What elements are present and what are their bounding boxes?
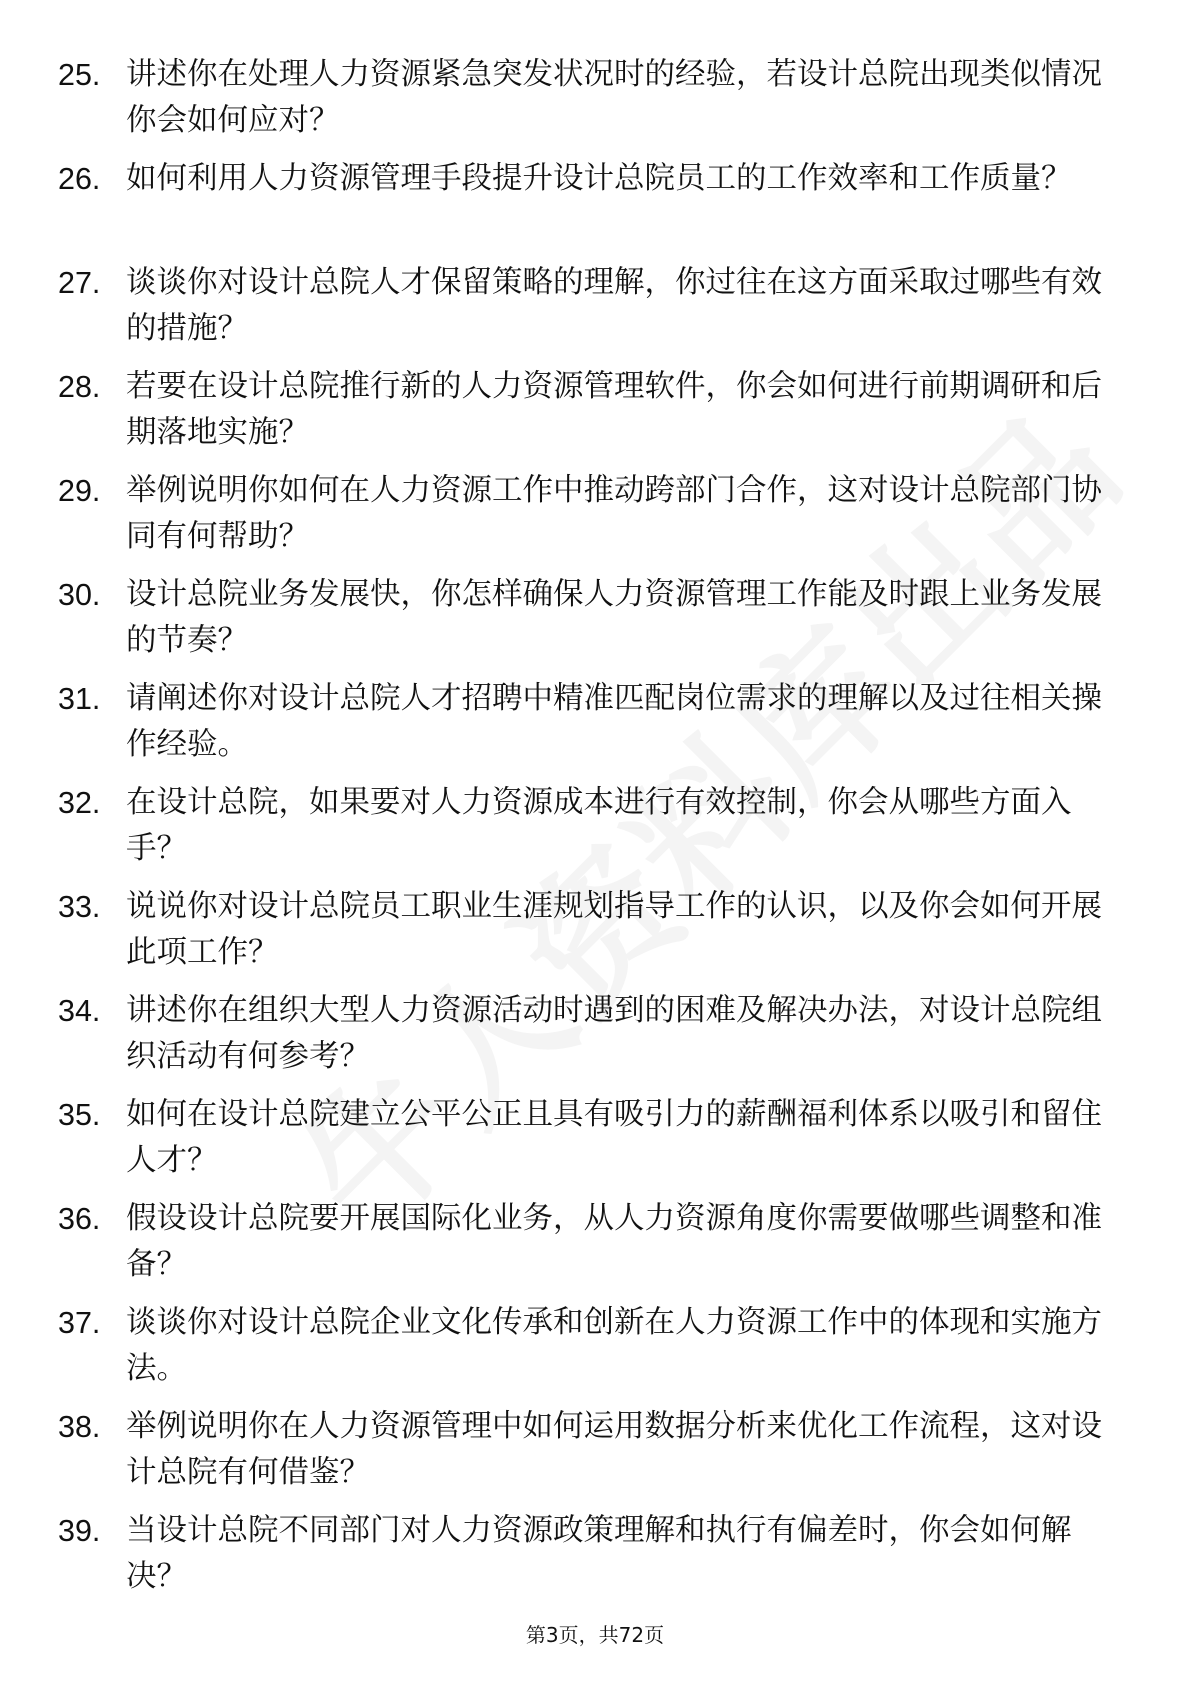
question-number: 38.: [58, 1410, 101, 1444]
question-number: 27.: [58, 266, 101, 300]
question-number: 37.: [58, 1306, 101, 1340]
question-item: [0, 468, 1190, 572]
question-text: 若要在设计总院推行新的人力资源管理软件，你会如何进行前期调研和后期落地实施？: [126, 369, 1102, 450]
question-item: [0, 1300, 1190, 1404]
question-number: 30.: [58, 578, 101, 612]
question-item: [0, 52, 1190, 156]
question-text: 谈谈你对设计总院人才保留策略的理解，你过往在这方面采取过哪些有效的措施？: [126, 265, 1102, 346]
question-number: 36.: [58, 1202, 101, 1236]
question-item: [0, 156, 1190, 260]
question-number: 28.: [58, 370, 101, 404]
question-item: [0, 1404, 1190, 1508]
question-text: 当设计总院不同部门对人力资源政策理解和执行有偏差时，你会如何解决？: [126, 1513, 1072, 1594]
question-item: [0, 884, 1190, 988]
question-text: 设计总院业务发展快，你怎样确保人力资源管理工作能及时跟上业务发展的节奏？: [126, 577, 1102, 658]
question-number: 34.: [58, 994, 101, 1028]
question-number: 39.: [58, 1514, 101, 1548]
question-number: 25.: [58, 58, 101, 92]
question-item: [0, 780, 1190, 884]
question-text: 如何利用人力资源管理手段提升设计总院员工的工作效率和工作质量？: [126, 161, 1072, 196]
question-text: 举例说明你如何在人力资源工作中推动跨部门合作，这对设计总院部门协同有何帮助？: [126, 473, 1102, 554]
question-text: 举例说明你在人力资源管理中如何运用数据分析来优化工作流程，这对设计总院有何借鉴？: [126, 1409, 1102, 1490]
question-item: [0, 988, 1190, 1092]
question-number: 35.: [58, 1098, 101, 1132]
question-text: 谈谈你对设计总院企业文化传承和创新在人力资源工作中的体现和实施方法。: [126, 1305, 1102, 1386]
question-item: [0, 364, 1190, 468]
question-text: 讲述你在处理人力资源紧急突发状况时的经验，若设计总院出现类似情况你会如何应对？: [126, 57, 1102, 138]
question-list: [0, 52, 1190, 1612]
question-number: 26.: [58, 162, 101, 196]
question-item: [0, 260, 1190, 364]
question-number: 33.: [58, 890, 101, 924]
question-number: 29.: [58, 474, 101, 508]
question-item: [0, 1092, 1190, 1196]
question-item: [0, 1196, 1190, 1300]
question-item: [0, 1508, 1190, 1612]
question-number: 32.: [58, 786, 101, 820]
question-item: [0, 676, 1190, 780]
question-text: 请阐述你对设计总院人才招聘中精准匹配岗位需求的理解以及过往相关操作经验。: [126, 681, 1102, 762]
question-text: 说说你对设计总院员工职业生涯规划指导工作的认识，以及你会如何开展此项工作？: [126, 889, 1102, 970]
question-item: [0, 572, 1190, 676]
question-text: 如何在设计总院建立公平公正且具有吸引力的薪酬福利体系以吸引和留住人才？: [126, 1097, 1102, 1178]
page-footer: 第3页，共72页: [525, 1623, 665, 1647]
question-text: 假设设计总院要开展国际化业务，从人力资源角度你需要做哪些调整和准备？: [126, 1201, 1102, 1282]
question-text: 在设计总院，如果要对人力资源成本进行有效控制，你会从哪些方面入手？: [126, 785, 1072, 866]
question-number: 31.: [58, 682, 101, 716]
question-text: 讲述你在组织大型人力资源活动时遇到的困难及解决办法，对设计总院组织活动有何参考？: [126, 993, 1102, 1074]
